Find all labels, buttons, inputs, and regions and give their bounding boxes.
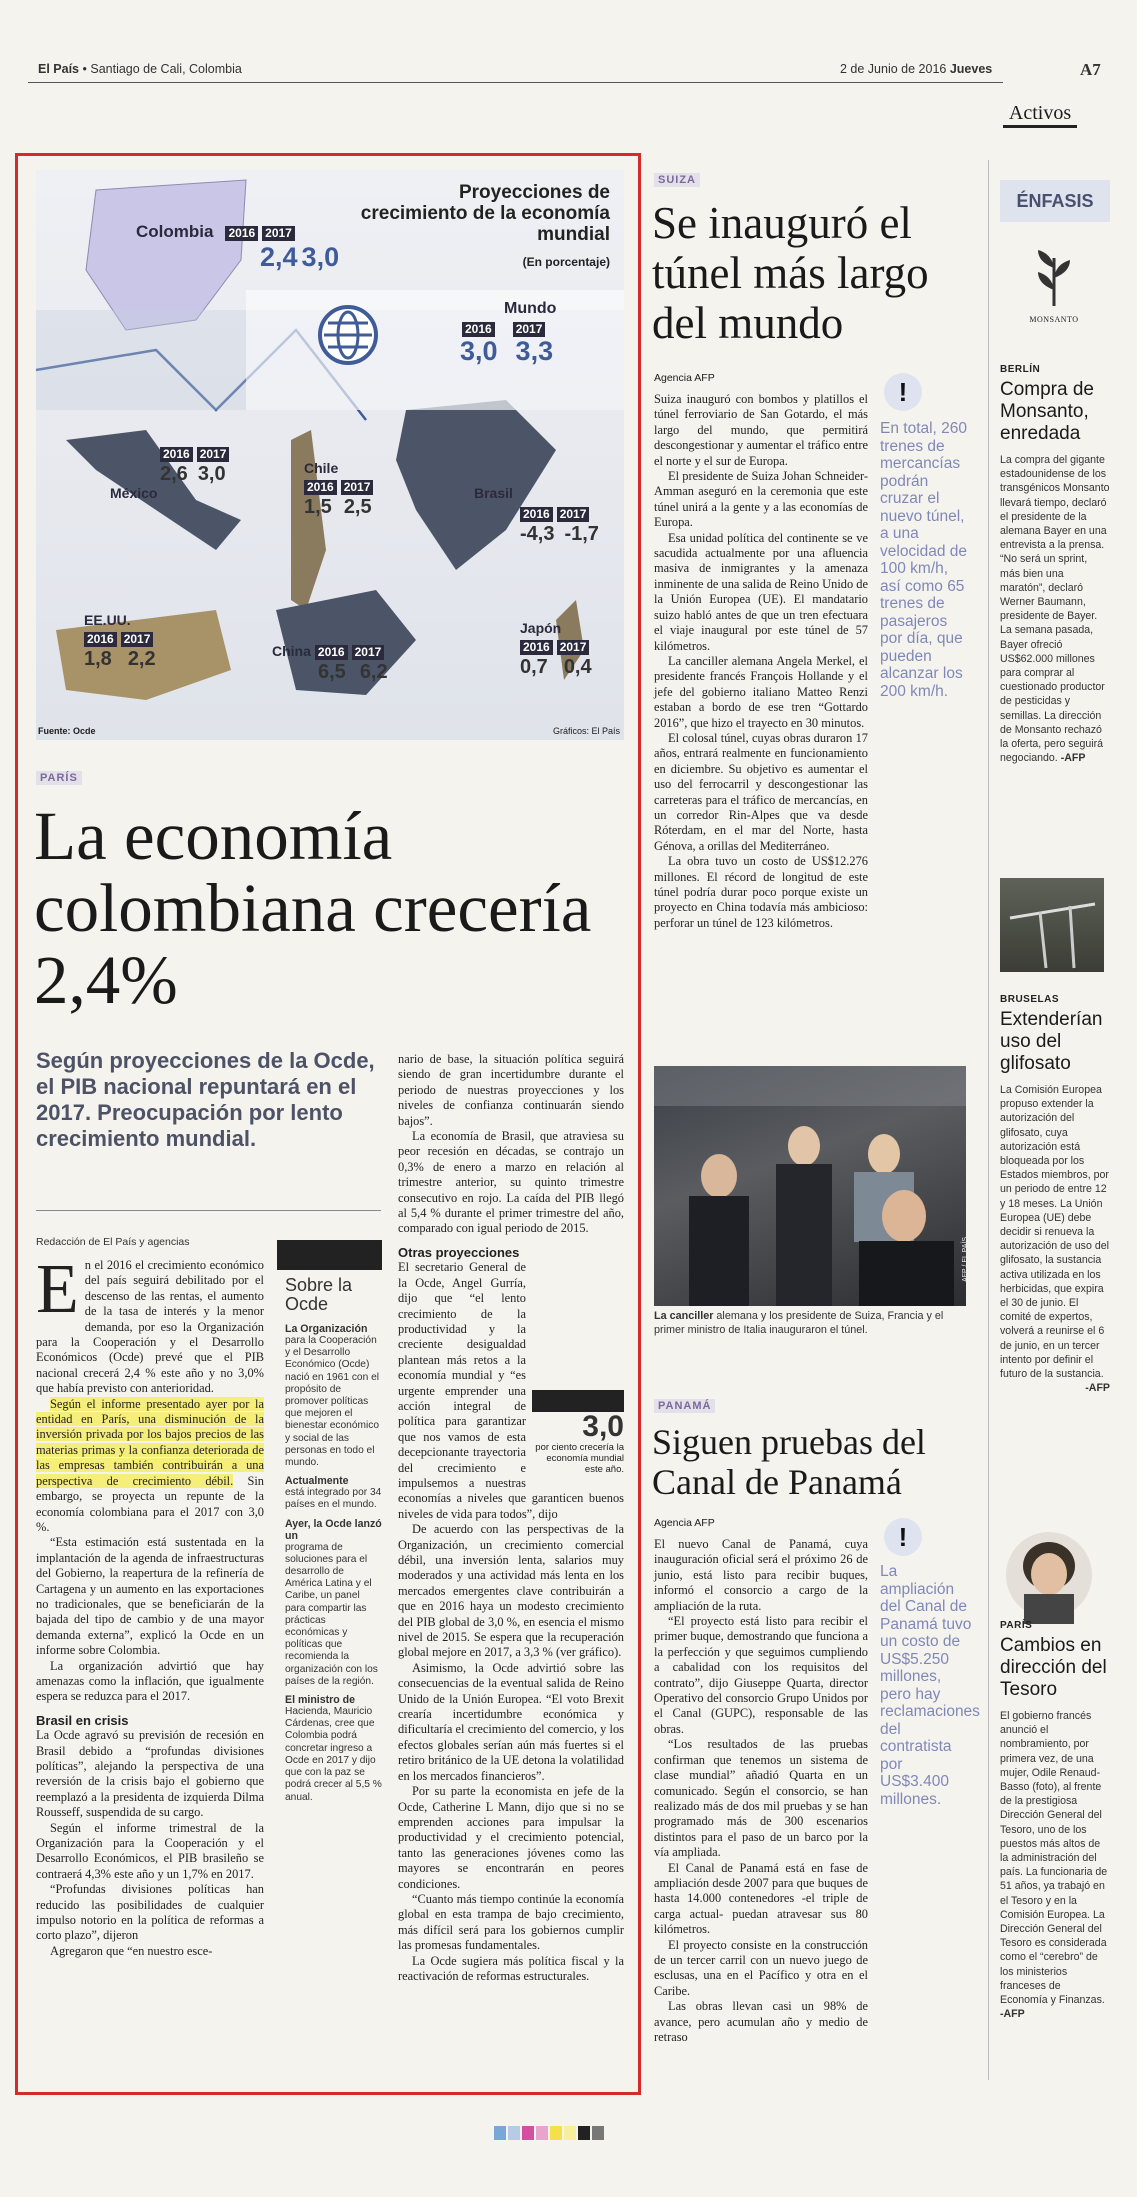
info-item (285, 1323, 382, 1469)
sidebar-text (1000, 1083, 1110, 1395)
info-item-text: para la Cooperación y el Desarrollo Económico (Ocde) nació en 1961 con el propósito de promover políticas que mejoren el bienestar económico y social de las personas en todo el mundo. (285, 1335, 380, 1469)
country-mexico (160, 445, 233, 486)
value-2016: 1,5 (304, 496, 332, 518)
country-name: EE.UU. (84, 612, 131, 628)
caption-bold: La canciller (654, 1310, 714, 1322)
stat-value: 3,0 (582, 1410, 624, 1444)
year-label: 2017 (557, 507, 590, 522)
main-p7: “Profundas divisiones políticas han reducido las posibilidades de cualquier impulso notorio en la política de reformas a corto plazo”, dijeron (36, 1882, 264, 1943)
info-box-title: Sobre la Ocde (285, 1275, 353, 1314)
year-label: 2017 (557, 640, 590, 655)
photo-credit: AFP / EL PAÍS (961, 1236, 969, 1283)
suiza-pull: En total, 260 trenes de mercancías podrán cruzar el nuevo túnel, a una velocidad de 100 km/h, así como 65 trenes de pasajeros por día, que pueden alcanzar los 200 km/h. (880, 420, 968, 700)
main-byline: Redacción de El País y agencias (36, 1236, 190, 1248)
suiza-p: La obra tuvo un costo de US$12.276 millones. El récord de longitud de este túnel podría durar poco porque existe un proyecto en China todavía más ambicioso: perforar un túnel de 123 kilómetros. (654, 854, 868, 930)
page-number: A7 (1080, 60, 1101, 79)
suiza-p: Esa unidad política del continente se ve sacudida actualmente por una afluencia masiva de inmigrantes y la amenaza inminente de una salida de Reino Unido de la Unión Europea (UE). El mandatario suizo habló antes de que un tren efectuara el viaje inaugural por este túnel de 57 kilómetros. (654, 530, 868, 653)
sidebar-headline: Compra de Monsanto, enredada (1000, 379, 1094, 444)
sidebar-tag: -AFP (1060, 752, 1086, 765)
info-item-head: La Organización (285, 1323, 368, 1335)
photo-figures (654, 1066, 966, 1306)
year-label: 2017 (262, 226, 295, 241)
logo-text: MONSANTO (1029, 315, 1079, 324)
paper-name: El País (38, 62, 79, 76)
country-colombia (136, 222, 339, 273)
panama-p: “Los resultados de las pruebas confirman que tenemos un sistema de clase mundial” añadió Quarta en un comunicado. Según el consorcio, se han realizado más de dos mil pruebas y se han programado más de 300 escenarios distintos para el paso de un barco por la vía ampliada. (654, 1737, 868, 1860)
main-headline: La economía colombiana crecería 2,4% (34, 798, 592, 1018)
panama-p: El proyecto consiste en la construcción de un tercer carril con un nuevo juego de esclusas, una en el Pacífico y otra en el Caribe. (654, 1937, 868, 1998)
highlighted-text: Según el informe presentado ayer por la entidad en París, una disminución de la inversión privada por los bajos precios de las materias primas y la confianza deteriorada de las empresas también contribuirán a una perspectiva de crecimiento débil. (36, 1396, 264, 1488)
year-label: 2016 (225, 226, 258, 241)
value-2017: 2,2 (127, 648, 156, 670)
country-usa (84, 612, 157, 671)
infographic (36, 170, 624, 740)
sidebar-dateline: PARÍS (1000, 1620, 1033, 1631)
deck-rule (36, 1210, 381, 1211)
main-c3-p2: La economía de Brasil, que atraviesa su peor recesión en décadas, se contrajo un 0,3% de enero a marzo en relación al trimestre anterior, su quinto trimestre consecutivo en rojo. La caída del PIB llegó al 5,4 % durante el primer trimestre del año, comparado con igual periodo de 2015. (398, 1129, 624, 1236)
value-2017: 3,0 (301, 242, 340, 272)
sidebar-item (1000, 994, 1110, 1395)
main-c3-p5: Asimismo, la Ocde advirtió sobre las consecuencias de la eventual salida de Reino Unido de la Unión Europea. “El voto Brexit crearía incertidumbre económica y dificultaría el crecimiento del comercio, y los efectos globales serían aún más fuertes si el retiro británico de la UE detona la volatilidad en los mercados financieros”. (398, 1660, 624, 1783)
suiza-body (654, 392, 868, 931)
sprayer-image (1000, 878, 1104, 972)
info-item (285, 1518, 382, 1688)
leaf-icon (1032, 248, 1076, 308)
page-header (38, 62, 1108, 82)
section-label: Activos (1003, 102, 1077, 128)
sidebar-headline: Cambios en dirección del Tesoro (1000, 1635, 1107, 1700)
year-label: 2017 (513, 322, 546, 337)
stat-box (532, 1390, 624, 1475)
infographic-source: Fuente: Ocde (38, 726, 96, 736)
sidebar-dateline: BRUSELAS (1000, 994, 1060, 1005)
main-p2: Sin embargo, se proyecta un repunte de la economía colombiana para el 2017 con 3,0 %. (36, 1473, 264, 1534)
panama-byline: Agencia AFP (654, 1517, 715, 1529)
info-item-text: Hacienda, Mauricio Cárdenas, cree que Colombia podrá concretar ingreso a Ocde en 2017 y dijo que con la paz se podrá crecer al 5,5 % anual. (285, 1706, 382, 1803)
suiza-dateline: SUIZA (654, 173, 700, 187)
value-2017: -1,7 (564, 523, 599, 545)
panama-body (654, 1537, 868, 2045)
year-label: 2017 (341, 480, 374, 495)
monsanto-logo (1024, 248, 1084, 338)
main-p6: Según el informe trimestral de la Organización para la Cooperación y el Desarrollo Económicos, el PIB brasileño se contraerá 4,3% este año y un 1,7% en 2017. (36, 1820, 264, 1881)
year-label: 2016 (160, 447, 193, 462)
country-name-brasil: Brasil (474, 485, 513, 501)
info-item-text: está integrado por 34 países en el mundo. (285, 1487, 382, 1511)
country-japon (520, 620, 593, 679)
year-label: 2017 (197, 447, 230, 462)
header-separator: • (82, 62, 87, 76)
info-item-text: programa de soluciones para el desarrollo de América Latina y el Caribe, un panel para compartir las prácticas económicas y políticas que recomienda la organización con los países de la región. (285, 1541, 378, 1687)
panama-pull: La ampliación del Canal de Panamá tuvo un costo de US$5.250 millones, pero hay reclamaciones del contratista por US$3.400 millones. (880, 1563, 980, 1808)
chile-shape (291, 430, 326, 610)
panama-p: El Canal de Panamá está en fase de ampliación desde 2007 para que buques de hasta 14.000 contenedores -el triple de carga actual- puedan atravesar sus 80 kilómetros. (654, 1860, 868, 1937)
main-dateline: PARÍS (36, 771, 82, 785)
year-label: 2016 (304, 480, 337, 495)
value-2017: 6,2 (359, 661, 388, 683)
value-2016: -4,3 (520, 523, 555, 545)
country-brasil (520, 505, 599, 546)
value-2017: 3,0 (197, 463, 226, 485)
main-p8: Agregaron que “en nuestro esce- (50, 1943, 213, 1958)
value-2017: 3,3 (515, 336, 554, 366)
value-2016: 3,0 (460, 336, 498, 366)
suiza-caption (654, 1310, 966, 1337)
globe-icon (318, 305, 378, 365)
main-c3-p4: De acuerdo con las perspectivas de la Organización, un crecimiento comercial débil, una inversión lenta, salarios muy moderados y una actividad más lenta en los mercados emergentes clave contribuirán a que en 2016 haya un modesto crecimiento del PIB global de 3,0 %, en esencia el mismo nivel de 2015. Se espera que la recuperación global mejore en 2017, a 3,3 % (ver gráfico). (398, 1522, 624, 1660)
info-item-head: Actualmente (285, 1475, 349, 1488)
country-china (272, 643, 388, 684)
sidebar-body: La Comisión Europea propuso extender la autorización del glifosato, cuya autorización está bloqueada por los Estados miembros, por un periodo de entre 12 y 18 meses. La Unión Europea (UE) debe decidir si renueva la autorización de uso del glifosato, la sustancia activa utilizada en los herbicidas, que expira el 30 de junio. El comité de expertos, volverá a reunirse el 6 de junio, en un tercer intento por definir el futuro de la sustancia. (1000, 1084, 1109, 1381)
suiza-p: Suiza inauguró con bombos y platillos el túnel ferroviario de San Gotardo, el más largo del mundo, que permitirá descongestionar y aumentar el tráfico entre el norte y el sur de Europa. (654, 392, 868, 468)
exclamation-icon: ! (884, 373, 922, 411)
exclamation-icon: ! (884, 1518, 922, 1556)
sidebar-title: ÉNFASIS (1000, 180, 1110, 222)
main-p3: “Esta estimación está sustentada en la implantación de la agenda de infraestructuras del Gobierno, la reapertura de la refinería de Cartagena y un aumento en las exportaciones no tradicionales, que se beneficiarán de la bajada del tipo de cambio y de una mayor demanda externa”, explicó la Ocde en un informe sobre Colombia. (36, 1535, 264, 1658)
infographic-credit: Gráficos: El País (552, 726, 620, 736)
country-name-mexico: México (110, 485, 158, 501)
color-registration-bar (494, 2126, 604, 2140)
year-label: 2016 (462, 322, 495, 337)
subhead-brasil: Brasil en crisis (36, 1712, 129, 1728)
value-2016: 2,6 (160, 463, 188, 485)
country-name: Mundo (504, 300, 557, 317)
header-rule (28, 82, 1003, 83)
suiza-headline: Se inauguró el túnel más largo del mundo (652, 198, 929, 348)
info-item (285, 1475, 382, 1511)
suiza-byline: Agencia AFP (654, 372, 715, 384)
value-2016: 0,7 (520, 656, 548, 678)
year-label: 2016 (520, 507, 553, 522)
main-c3-p6: Por su parte la economista en jefe de la Ocde, Catherine L Mann, dijo que si no se emprenden acciones para impulsar la productividad y el crecimiento potencial, tanto las generaciones jóvenes como las mayores se encontrarán en peores condiciones. (398, 1784, 624, 1891)
year-label: 2017 (121, 632, 154, 647)
country-chile (304, 460, 377, 519)
panama-p: “El proyecto está listo para recibir el primer buque, demostrando que funciona a la perfección y que seguimos cumpliendo a cabalidad con los requisitos del contrato”, dijo Giuseppe Quarta, director Operativo del consorcio Grupo Unidos por el Canal (GUPC), responsable de las obras. (654, 1614, 868, 1736)
suiza-p: El colosal túnel, cuyas obras duraron 17 años, entrará realmente en funcionamiento en diciembre. Su objetivo es aumentar el uso del ferrocarril y descongestionar las carreteras para el tráfico de mercancías, en un corredor Rin-Alpes que va desde Róterdam, en el mar del Norte, hasta Génova, a orillas del Mediterráneo. (654, 730, 868, 853)
country-name: Chile (304, 460, 339, 476)
value-2016: 6,5 (318, 661, 346, 683)
main-p4: La organización advirtió que hay amenazas como la inflación, que igualmente espera se reduzca para el 2017. (36, 1658, 264, 1704)
stat-text: por ciento crecería la economía mundial este año. (535, 1442, 624, 1476)
sidebar-divider (988, 160, 989, 2080)
sidebar-item (1000, 364, 1110, 765)
country-name: Colombia (136, 222, 214, 241)
sidebar-tag: -AFP (1085, 1382, 1110, 1395)
sidebar-tag: -AFP (1000, 2008, 1025, 2021)
header-weekday: Jueves (949, 62, 993, 76)
main-c3-p3: El secretario General de la Ocde, Angel Gurría, dijo que “el lento crecimiento de la productividad y la creciente desigualdad plantean más retos a la economía mundial y “es urgente emprender una acción integral de política para garantizar que nos vamos de esta decepcionante trayectoria del crecimiento e impulsemos a nuestras economías a niveles que garanticen buenos niveles de vida para todos”, dijo (398, 1260, 624, 1521)
suiza-photo (654, 1066, 969, 1306)
main-deck: Según proyecciones de la Ocde, el PIB nacional repuntará en el 2017. Preocupación por lento crecimiento mundial. (36, 1048, 375, 1151)
main-c3-p7: “Cuanto más tiempo continúe la economía global en esta trampa de bajo crecimiento, más difícil será para los gobiernos cumplir las promesas fundamentales. (398, 1891, 624, 1953)
caption-text: alemana y los presidente de Suiza, Francia y el primer ministro de Italia inauguraron el túnel. (654, 1310, 944, 1336)
drop-cap: E (36, 1251, 79, 1328)
year-label: 2016 (520, 640, 553, 655)
sidebar-item (1000, 1620, 1110, 2021)
info-item (285, 1694, 382, 1804)
suiza-p: La canciller alemana Angela Merkel, el presidente francés François Hollande y el jefe del gobierno italiano Matteo Renzi estaban a bordo de ese tren “Gottardo 2016”, que hizo el trayecto en 30 minutos. (654, 653, 868, 730)
sidebar-text (1000, 453, 1110, 765)
header-city: Santiago de Cali, Colombia (90, 62, 242, 76)
sidebar-body: La compra del gigante estadounidense de los transgénicos Monsanto llevará tiempo, declaró el presidente de la alemana Bayer en una entrevista a la prensa. “No será un sprint, más bien una maratón”, declaró Werner Baumann, presidente de Bayer. La semana pasada, Bayer ofreció US$62.000 millones para comprar al cuestionado productor de pesticidas y semillas. La dirección de Monsanto rechazó la oferta, pero seguirá negociando. (1000, 454, 1110, 765)
portrait-image (1006, 1532, 1092, 1618)
panama-p: El nuevo Canal de Panamá, cuya inauguración oficial será el próximo 26 de junio, está listo para recibir buques, informó el consorcio a cargo de la ampliación de la ruta. (654, 1537, 868, 1613)
main-c3-p1: nario de base, la situación política seguirá siendo de gran incertidumbre durante el periodo de nuestras proyecciones y los niveles de confianza continuarán siendo bajos”. (398, 1052, 624, 1128)
year-label: 2016 (84, 632, 117, 647)
value-2017: 0,4 (563, 656, 592, 678)
glifosato-photo (1000, 878, 1104, 972)
value-2017: 2,5 (343, 496, 372, 518)
country-mundo (318, 300, 618, 380)
value-2016: 1,8 (84, 648, 112, 670)
infographic-subtitle: (En porcentaje) (522, 255, 610, 269)
sidebar-text (1000, 1709, 1110, 2021)
value-2016: 2,4 (260, 242, 298, 272)
header-date-wrap (840, 62, 992, 76)
year-label: 2017 (352, 645, 385, 660)
tesoro-photo (1006, 1532, 1092, 1618)
sidebar-dateline: BERLÍN (1000, 364, 1041, 375)
panama-dateline: PANAMÁ (654, 1399, 715, 1413)
infographic-title: Proyecciones de crecimiento de la economía mundial (360, 182, 610, 245)
country-name: China (272, 643, 311, 659)
info-item-head: Ayer, la Ocde lanzó un (285, 1517, 382, 1542)
subhead-otras: Otras proyecciones (398, 1244, 520, 1260)
sidebar-headline: Extenderían uso del glifosato (1000, 1009, 1103, 1074)
sidebar-body: El gobierno francés anunció el nombramiento, por primera vez, de una mujer, Odile Renaud-Basso (foto), al frente de la prestigiosa Dirección General del Tesoro, uno de los puestos más altos de la administración del país. La funcionaria de 51 años, ya trabajó en el Tesoro y en la Comisión Europea. La Dirección General del Tesoro es considerada como el “cerebro” de los ministerios franceses de Economía y Finanzas. (1000, 1710, 1108, 2007)
panama-headline: Siguen pruebas del Canal de Panamá (652, 1422, 926, 1502)
panama-p: Las obras llevan casi un 98% de avance, pero acumulan año y medio de retraso (654, 1999, 868, 2044)
main-c3-p8: La Ocde sugiera más política fiscal y la reactivación de reformas estructurales. (398, 1953, 624, 1983)
header-date: 2 de Junio de 2016 (840, 62, 947, 76)
info-box-bar (277, 1240, 382, 1270)
main-column-1 (36, 1251, 264, 1959)
main-column-3 (398, 1052, 624, 1984)
year-label: 2016 (315, 645, 348, 660)
country-name: Japón (520, 620, 562, 636)
suiza-p: El presidente de Suiza Johan Schneider-Amman aseguró en la ceremonia que este túnel unirá a la gente y a las economías de Europa. (654, 469, 868, 530)
info-item-head: El ministro de (285, 1694, 356, 1707)
main-p1: n el 2016 el crecimiento económico del país seguirá debilitado por el descenso de las rentas, el aumento de la tasa de interés y la menor demanda, por eso la Organización para la Cooperación y el Desarrollo Económicos (Ocde) prevé que el PIB nacional crecerá 2,4 % este año y no 3,0% que había previsto con anterioridad. (36, 1258, 264, 1396)
main-p5: La Ocde agravó su previsión de recesión en Brasil debido a “profundas divisiones políticas”, alejando la perspectiva de una reversión de la crisis bajo el gobierno que reemplazó a la presidenta de izquierda Dilma Rousseff, suspendida de su cargo. (36, 1728, 264, 1820)
info-box (277, 1240, 382, 1804)
